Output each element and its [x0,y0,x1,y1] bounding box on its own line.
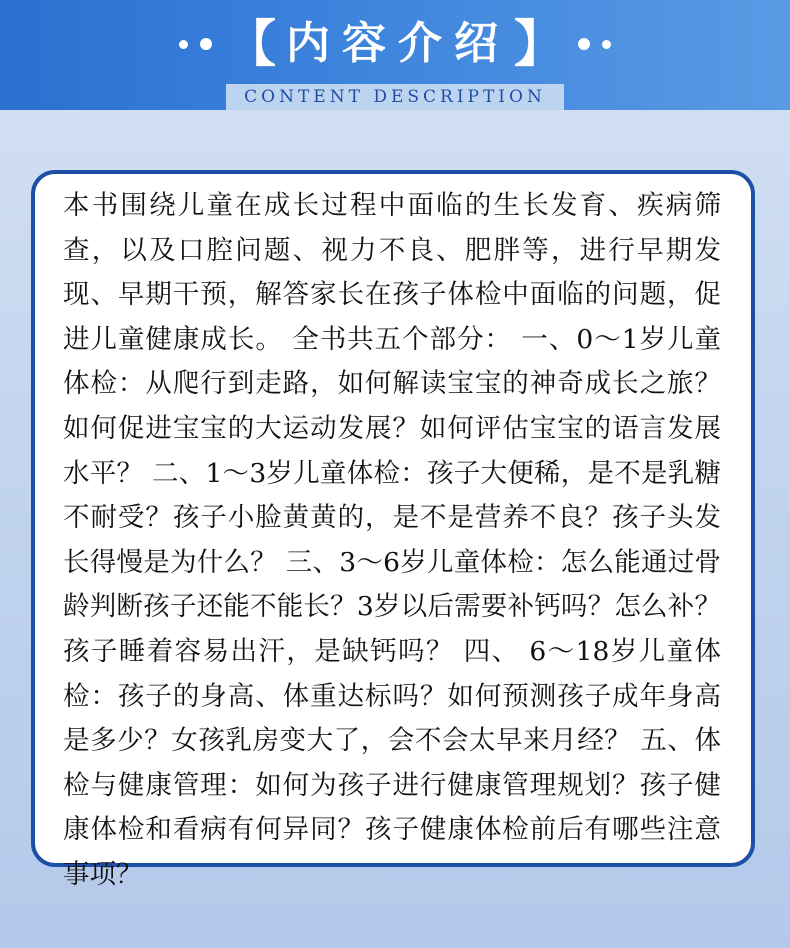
dot-icon [602,40,611,49]
subtitle: CONTENT DESCRIPTION [226,84,564,110]
content-text: 本书围绕儿童在成长过程中面临的生长发育、疾病筛查，以及口腔问题、视力不良、肥胖等，进行早期发现、早期干预，解答家长在孩子体检中面临的问题，促进儿童健康成长。 全书共五个部分： 一、0～1岁儿童体检：从爬行到走路，如何解读宝宝的神奇成长之旅？如何促进宝宝的大运动发展？如何评估宝宝的语言发展水平？ 二、1～3岁儿童体检：孩子大便稀，是不是乳糖不耐受？孩子小脸黄黄的，是不是营养不良？孩子头发长得慢是为什么？ 三、3～6岁儿童体检：怎么能通过骨龄判断孩子还能不能长？3岁以后需要补钙吗？怎么补？孩子睡着容易出汗，是缺钙吗？ 四、 6～18岁儿童体检：孩子的身高、体重达标吗？如何预测孩子成年身高是多少？女孩乳房变大了，会不会太早来月经？ 五、体检与健康管理：如何为孩子进行健康管理规划？孩子健康体检和看病有何异同？孩子健康体检前后有哪些注意事项？ [63,190,721,890]
dot-icon [179,40,188,49]
left-dots [179,38,212,50]
subtitle-bar [0,84,790,110]
header-banner [0,0,790,110]
right-bracket: 】 [514,14,564,73]
page-title: 内容介绍 [286,18,510,69]
dot-icon [578,38,590,50]
content-box [31,170,755,890]
dot-icon [200,38,212,50]
title-row [0,12,790,76]
right-dots [578,38,611,50]
left-bracket: 【 [226,14,276,73]
